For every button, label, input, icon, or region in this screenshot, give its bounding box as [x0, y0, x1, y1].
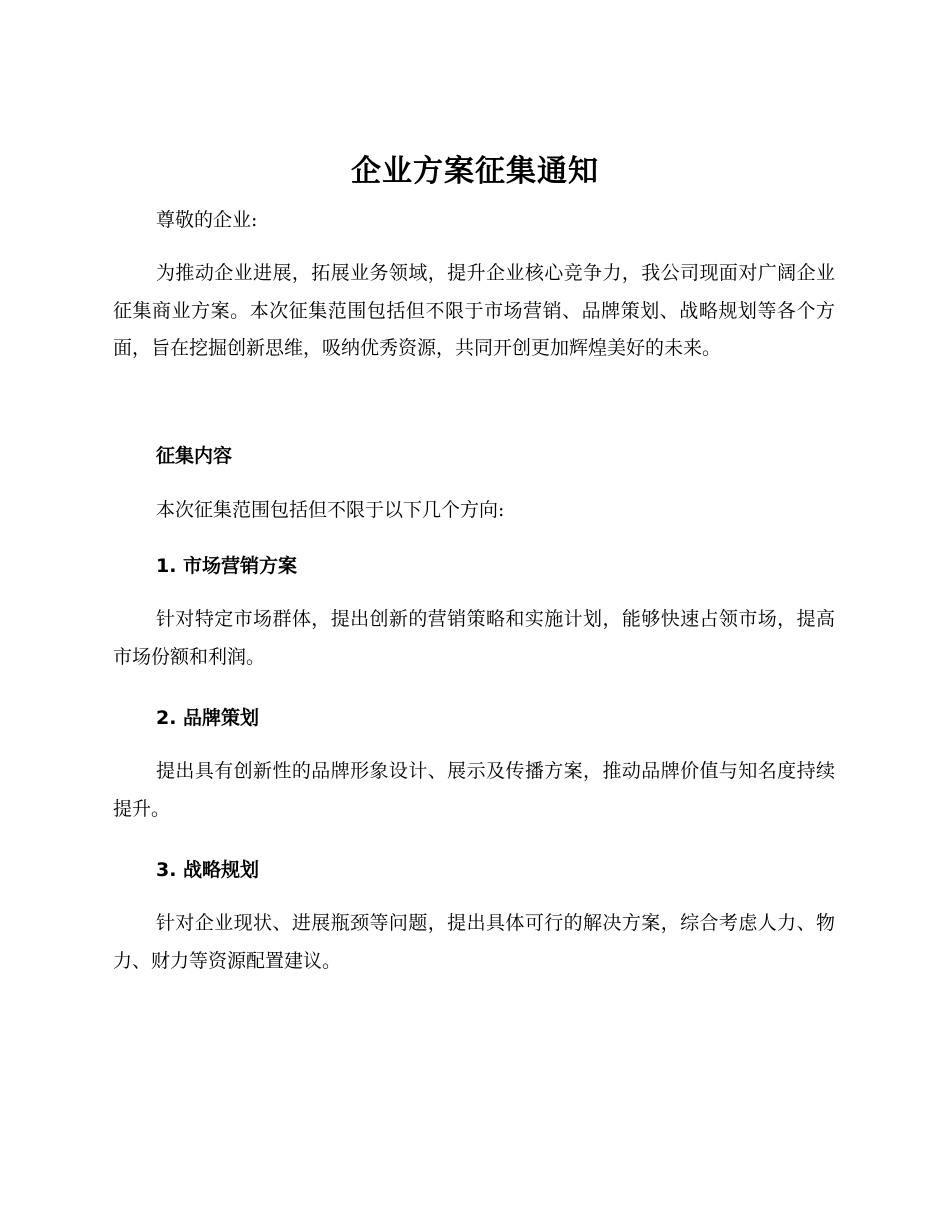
- item-text-strategy: 针对企业现状、进展瓶颈等问题，提出具体可行的解决方案，综合考虑人力、物力、财力等资源配置建议。: [113, 912, 835, 972]
- item-text-brand: 提出具有创新性的品牌形象设计、展示及传播方案，推动品牌价值与知名度持续提升。: [113, 760, 835, 820]
- intro-paragraph: 为推动企业进展，拓展业务领域，提升企业核心竞争力，我公司现面对广阔企业征集商业方案。本次征集范围包括但不限于市场营销、品牌策划、战略规划等各个方面，旨在挖掘创新思维，吸纳优秀资源，共同开创更加辉煌美好的未来。: [113, 262, 835, 359]
- item-heading-strategy: 3. 战略规划: [156, 859, 260, 881]
- section-heading: 征集内容: [156, 445, 233, 467]
- salutation: 尊敬的企业:: [156, 209, 258, 231]
- item-text-marketing: 针对特定市场群体，提出创新的营销策略和实施计划，能够快速占领市场，提高市场份额和利润。: [113, 608, 835, 668]
- item-heading-brand: 2. 品牌策划: [156, 707, 260, 729]
- scope-paragraph: 本次征集范围包括但不限于以下几个方向:: [156, 499, 505, 521]
- document-title: 企业方案征集通知: [351, 154, 599, 189]
- item-heading-marketing: 1. 市场营销方案: [156, 555, 298, 577]
